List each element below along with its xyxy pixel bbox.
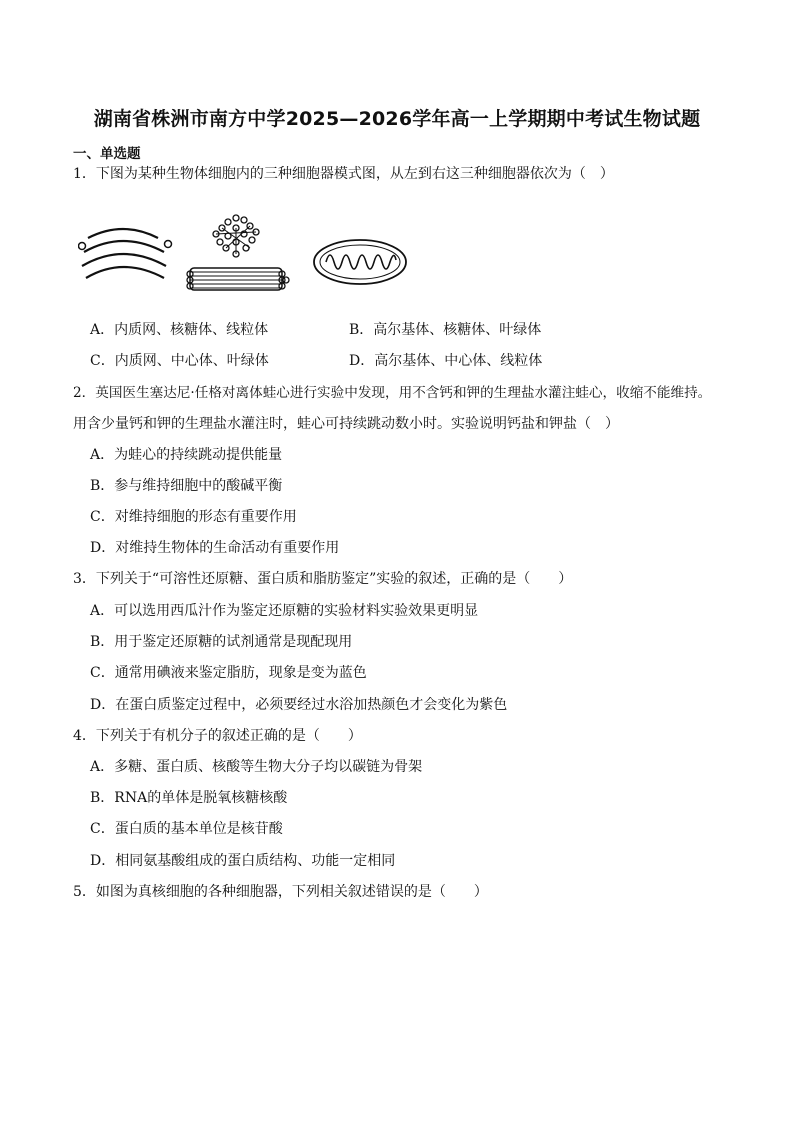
- q3-option-c: C．通常用碘液来鉴定脂肪，现象是变为蓝色: [90, 665, 367, 681]
- q2-option-d: D．对维持生物体的生命活动有重要作用: [90, 540, 340, 556]
- question-2-stem-line2: 用含少量钙和钾的生理盐水灌注时，蛙心可持续跳动数小时。实验说明钙盐和钾盐（ ）: [73, 416, 619, 432]
- golgi-apparatus-figure: [79, 229, 172, 278]
- q3-option-d: D．在蛋白质鉴定过程中，必须要经过水浴加热颜色才会变化为紫色: [90, 697, 508, 713]
- q2-option-a: A．为蛙心的持续跳动提供能量: [90, 447, 283, 463]
- centrosome-figure: [187, 215, 289, 290]
- q1-option-a: A．内质网、核糖体、线粒体: [90, 322, 269, 338]
- question-5-stem: 5．如图为真核细胞的各种细胞器，下列相关叙述错误的是（ ）: [73, 884, 488, 900]
- exam-title: 湖南省株洲市南方中学2025—2026学年高一上学期期中考试生物试题: [93, 108, 701, 130]
- q4-option-d: D．相同氨基酸组成的蛋白质结构、功能一定相同: [90, 853, 396, 869]
- q2-option-c: C．对维持细胞的形态有重要作用: [90, 509, 297, 525]
- question-4-stem: 4．下列关于有机分子的叙述正确的是（ ）: [73, 728, 362, 744]
- section-heading: 一、单选题: [73, 146, 141, 162]
- q1-option-b: B．高尔基体、核糖体、叶绿体: [349, 322, 542, 338]
- question-3-stem: 3．下列关于“可溶性还原糖、蛋白质和脂肪鉴定”实验的叙述，正确的是（ ）: [73, 571, 573, 587]
- q4-option-a: A．多糖、蛋白质、核酸等生物大分子均以碳链为骨架: [90, 759, 423, 775]
- mitochondrion-figure: [314, 240, 406, 284]
- q4-option-b: B．RNA的单体是脱氧核糖核酸: [90, 790, 288, 806]
- question-1-stem: 1．下图为某种生物体细胞内的三种细胞器模式图，从左到右这三种细胞器依次为（ ）: [73, 166, 614, 182]
- q1-option-c: C．内质网、中心体、叶绿体: [90, 353, 269, 369]
- q1-option-d: D．高尔基体、中心体、线粒体: [349, 353, 543, 369]
- q4-option-c: C．蛋白质的基本单位是核苷酸: [90, 821, 283, 837]
- q2-option-b: B．参与维持细胞中的酸碱平衡: [90, 478, 283, 494]
- question-2-stem-line1: 2．英国医生塞达尼·任格对离体蛙心进行实验中发现，用不含钙和钾的生理盐水灌注蛙心，收缩不能维持。: [73, 385, 712, 401]
- q3-option-b: B．用于鉴定还原糖的试剂通常是现配现用: [90, 634, 353, 650]
- q3-option-a: A．可以选用西瓜汁作为鉴定还原糖的实验材料实验效果更明显: [90, 603, 479, 619]
- organelle-diagram: [78, 210, 418, 300]
